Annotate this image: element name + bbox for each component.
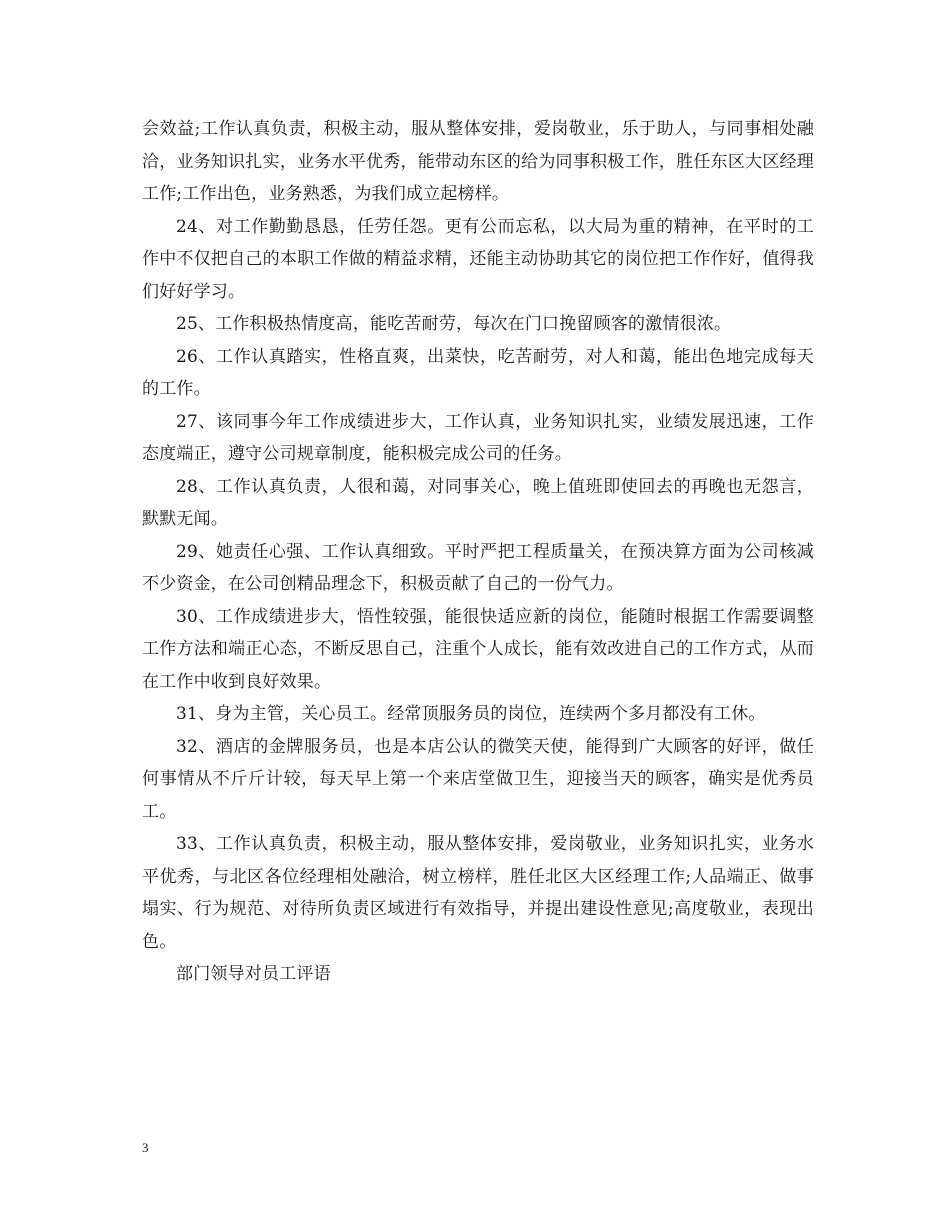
paragraph-item-25: 25、工作积极热情度高，能吃苦耐劳，每次在门口挽留顾客的激情很浓。 [176,314,732,334]
paragraph-continuation: 会效益;工作认真负责，积极主动，服从整体安排，爱岗敬业，乐于助人，与同事相处融洽，业务知识扎实，业务水平优秀，能带动东区的给为同事积极工作，胜任东区大区经理工作;工作出色，业务熟悉，为我们成立起榜样。 [142,119,814,204]
paragraph-item-26: 26、工作认真踏实，性格直爽，出菜快，吃苦耐劳，对人和蔼，能出色地完成每天的工作。 [142,346,814,399]
paragraph-item-24: 24、对工作勤勤恳恳，任劳任怨。更有公而忘私，以大局为重的精神，在平时的工作中不仅把自己的本职工作做的精益求精，还能主动协助其它的岗位把工作作好，值得我们好好学习。 [142,216,814,302]
paragraph-item-30: 30、工作成绩进步大，悟性较强，能很快适应新的岗位，能随时根据工作需要调整工作方法和端正心态，不断反思自己，注重个人成长，能有效改进自己的工作方式，从而在工作中收到良好效果。 [142,606,814,692]
section-heading: 部门领导对员工评语 [176,964,331,984]
paragraph-item-27: 27、该同事今年工作成绩进步大，工作认真，业务知识扎实，业绩发展迅速，工作态度端正，遵守公司规章制度，能积极完成公司的任务。 [142,411,814,464]
document-body [142,113,814,991]
page-number: 3 [142,1140,149,1155]
paragraph-item-33: 33、工作认真负责，积极主动，服从整体安排，爱岗敬业，业务知识扎实，业务水平优秀，与北区各位经理相处融洽，树立榜样，胜任北区大区经理工作;人品端正、做事塌实、行为规范、对待所负责区域进行有效指导，并提出建设性意见;高度敬业，表现出色。 [142,834,814,952]
paragraph-item-29: 29、她责任心强、工作认真细致。平时严把工程质量关，在预决算方面为公司核减不少资金，在公司创精品理念下，积极贡献了自己的一份气力。 [142,541,814,594]
paragraph-item-31: 31、身为主管，关心员工。经常顶服务员的岗位，连续两个多月都没有工休。 [176,704,766,724]
paragraph-item-28: 28、工作认真负责，人很和蔼，对同事关心，晚上值班即使回去的再晚也无怨言，默默无闻。 [142,476,814,529]
paragraph-item-32: 32、酒店的金牌服务员，也是本店公认的微笑天使，能得到广大顾客的好评，做任何事情从不斤斤计较，每天早上第一个来店堂做卫生，迎接当天的顾客，确实是优秀员工。 [142,736,814,822]
